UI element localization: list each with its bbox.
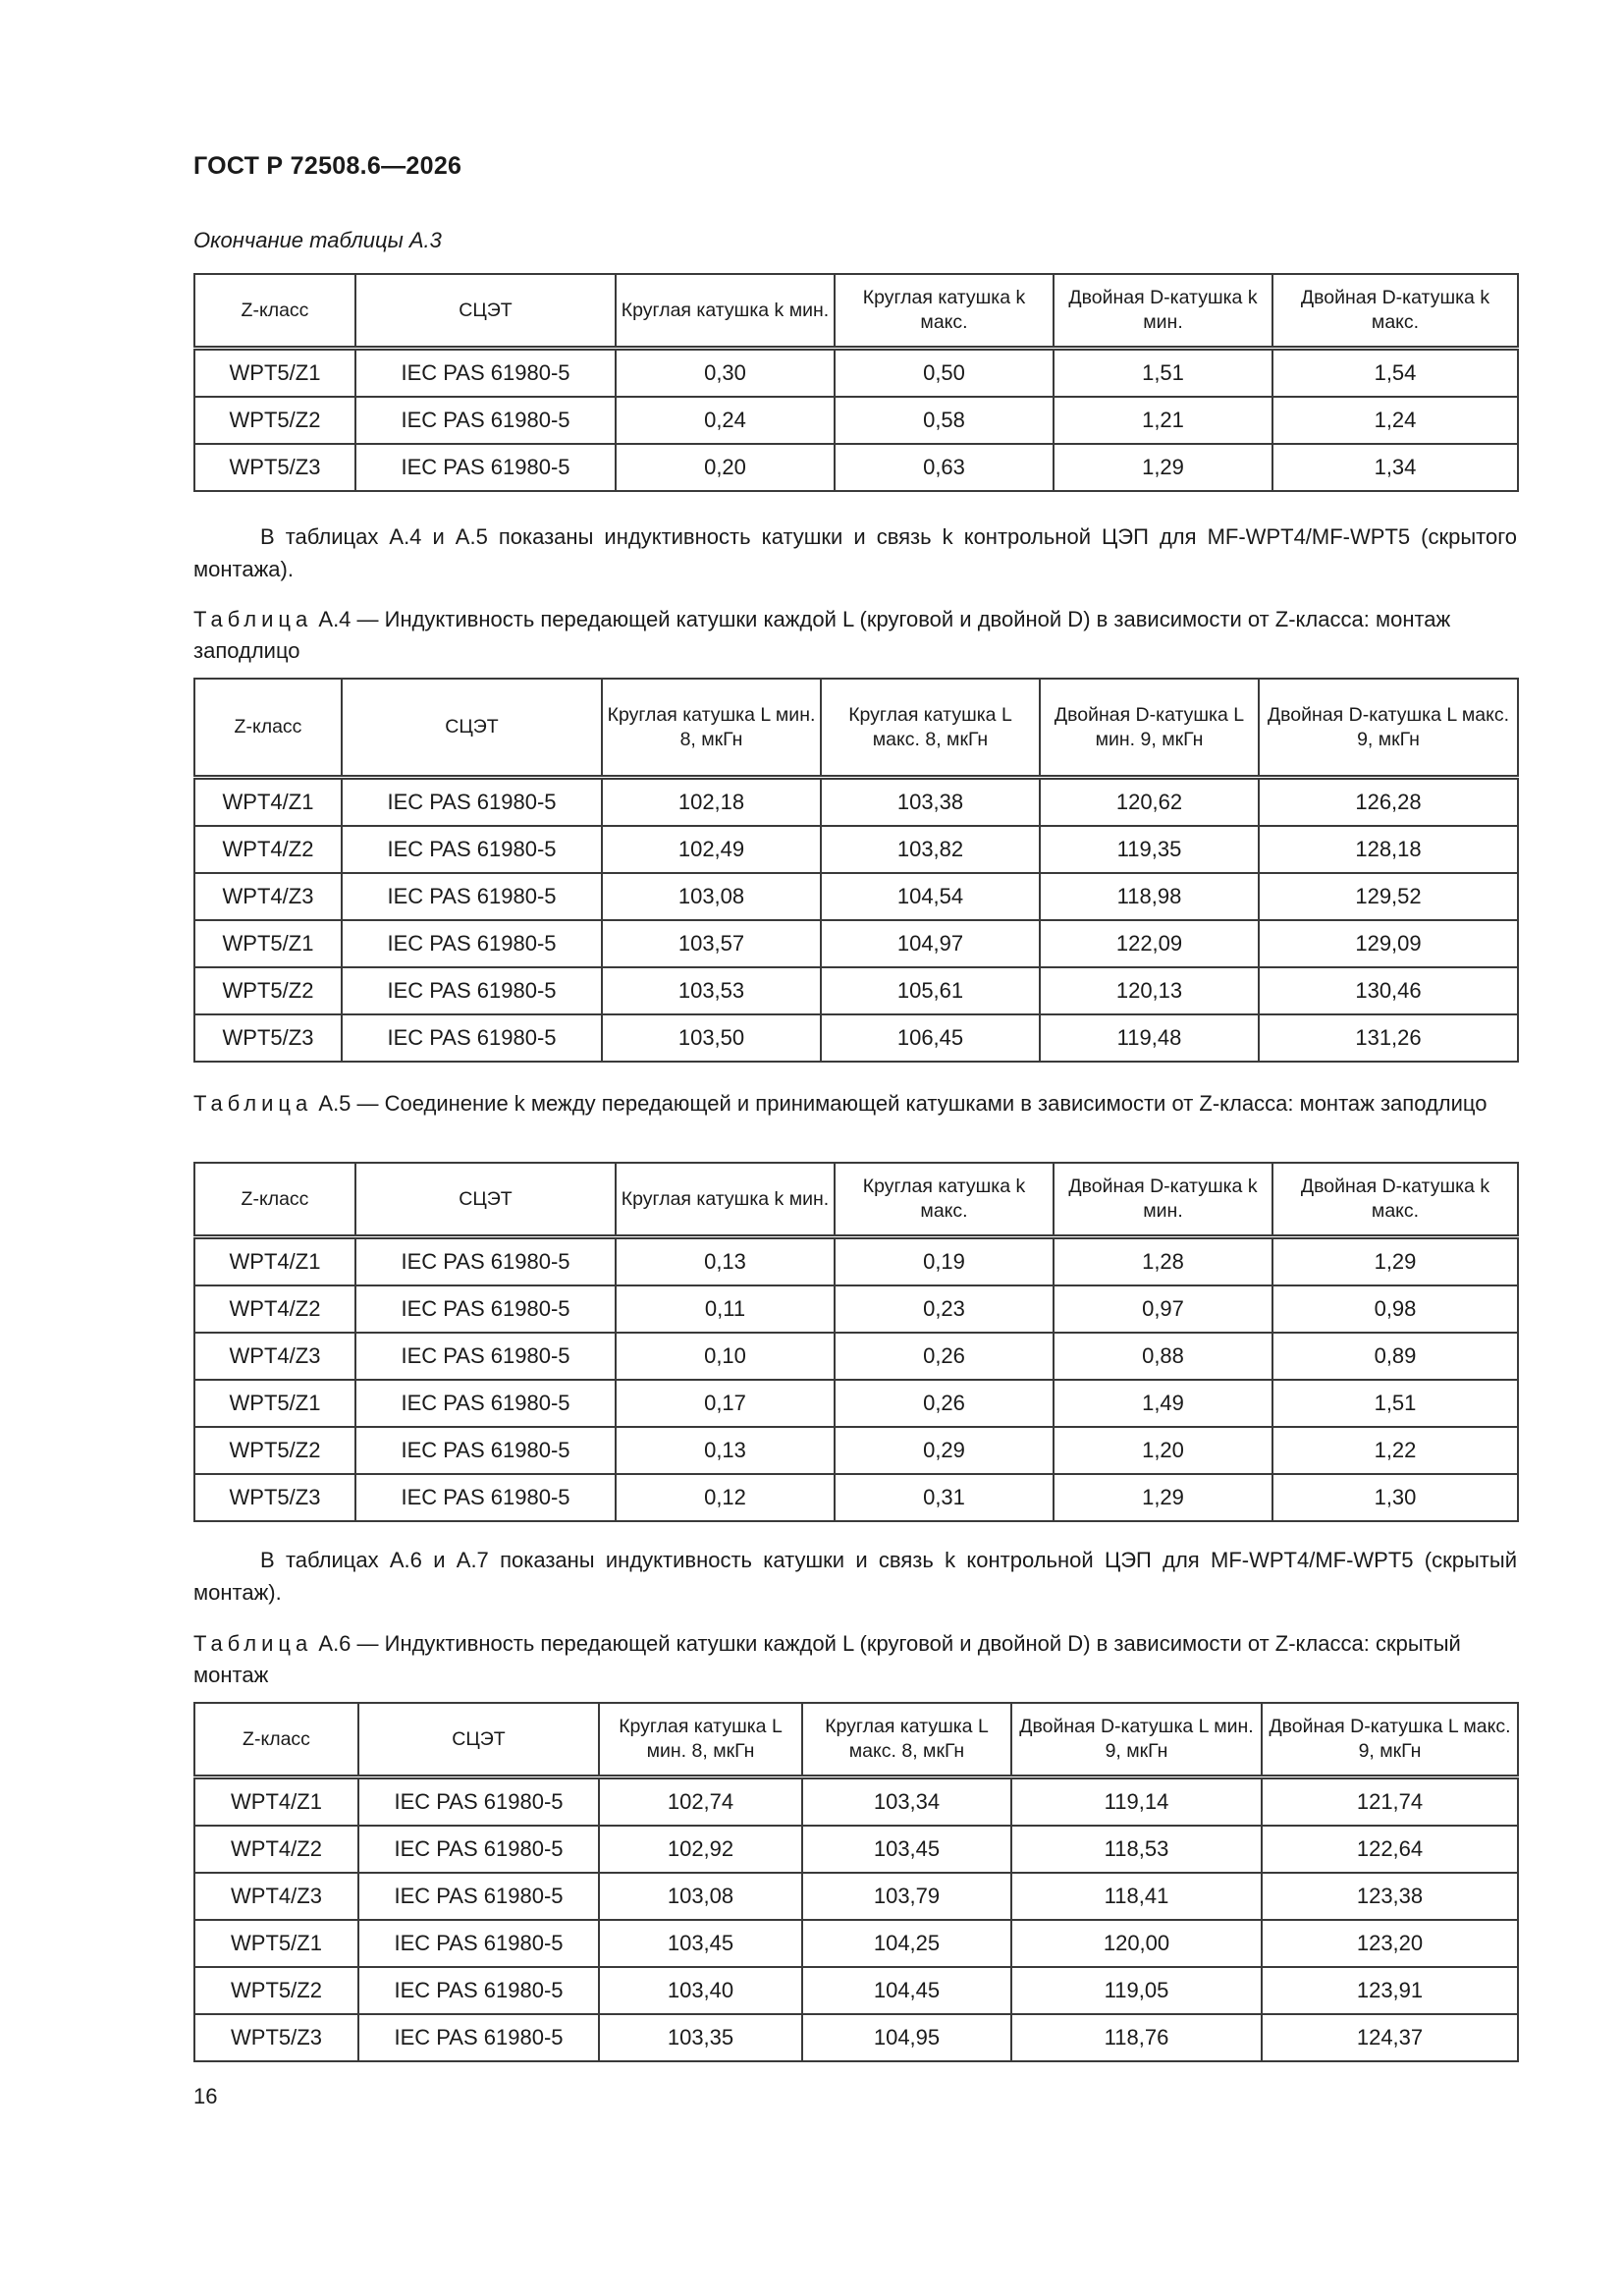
table-cell: WPT5/Z2 (194, 1967, 358, 2014)
table-row (194, 2014, 1518, 2061)
table-row (194, 1380, 1518, 1427)
table-cell: 118,98 (1040, 873, 1259, 920)
table-cell: 0,13 (616, 1237, 835, 1286)
table-cell: WPT4/Z1 (194, 1777, 358, 1827)
table-cell: IEC PAS 61980-5 (358, 1826, 599, 1873)
table-cell: IEC PAS 61980-5 (342, 967, 602, 1014)
table-cell: 121,74 (1262, 1777, 1518, 1827)
table-row (194, 1920, 1518, 1967)
table-header-row (194, 679, 1518, 778)
table-row (194, 778, 1518, 827)
table-cell: 103,38 (821, 778, 1040, 827)
table-cell: 1,30 (1272, 1474, 1518, 1521)
table-a4-caption (193, 604, 1517, 667)
table-cell: IEC PAS 61980-5 (355, 349, 616, 398)
table-cell: WPT5/Z2 (194, 967, 342, 1014)
table-cell: IEC PAS 61980-5 (342, 778, 602, 827)
table-cell: IEC PAS 61980-5 (355, 444, 616, 491)
table-cell: 103,53 (602, 967, 821, 1014)
table-cell: 129,52 (1259, 873, 1518, 920)
table-cell: 102,49 (602, 826, 821, 873)
table-cell: IEC PAS 61980-5 (358, 1920, 599, 1967)
table-cell: WPT4/Z3 (194, 873, 342, 920)
document-header: ГОСТ Р 72508.6—2026 (193, 152, 462, 180)
table-cell: 0,26 (835, 1333, 1054, 1380)
table-cell: 124,37 (1262, 2014, 1518, 2061)
column-header: Двойная D-катушка L макс. 9, мкГн (1259, 679, 1518, 778)
paragraph-a4-a5 (193, 520, 1517, 585)
table-cell: 0,63 (835, 444, 1054, 491)
column-header: Круглая катушка L макс. 8, мкГн (802, 1703, 1011, 1777)
table-row (194, 873, 1518, 920)
table-a4-caption-text: А.4 — Индуктивность передающей катушки каждой L (круговой и двойной D) в зависимости от Z-класса: монтаж заподлицо (193, 607, 1451, 663)
table-cell: 103,45 (599, 1920, 802, 1967)
table-cell: IEC PAS 61980-5 (355, 1474, 616, 1521)
table-header-row (194, 1163, 1518, 1237)
table-cell: IEC PAS 61980-5 (355, 1285, 616, 1333)
table-cell: IEC PAS 61980-5 (355, 397, 616, 444)
table-header-row (194, 1703, 1518, 1777)
table-a5-caption (193, 1088, 1517, 1120)
table-cell: 123,91 (1262, 1967, 1518, 2014)
table-row (194, 826, 1518, 873)
table-cell: 1,20 (1054, 1427, 1272, 1474)
table-cell: 103,40 (599, 1967, 802, 2014)
table-cell: 103,08 (602, 873, 821, 920)
table-cell: 0,24 (616, 397, 835, 444)
table-cell: 105,61 (821, 967, 1040, 1014)
table-cell: 119,14 (1011, 1777, 1262, 1827)
table-cell: WPT4/Z2 (194, 1285, 355, 1333)
column-header: Z-класс (194, 274, 355, 349)
column-header: СЦЭТ (355, 1163, 616, 1237)
table-cell: 103,35 (599, 2014, 802, 2061)
column-header: СЦЭТ (342, 679, 602, 778)
table-cell: IEC PAS 61980-5 (358, 1777, 599, 1827)
table-row (194, 349, 1518, 398)
table-cell: 1,51 (1272, 1380, 1518, 1427)
table-cell: 0,58 (835, 397, 1054, 444)
table-a6-label: Таблица (193, 1631, 313, 1656)
table-cell: 119,48 (1040, 1014, 1259, 1062)
table-row (194, 920, 1518, 967)
table-cell: WPT5/Z3 (194, 444, 355, 491)
column-header: Круглая катушка k макс. (835, 1163, 1054, 1237)
table-cell: WPT5/Z3 (194, 1014, 342, 1062)
column-header: Круглая катушка k макс. (835, 274, 1054, 349)
table-cell: 118,76 (1011, 2014, 1262, 2061)
column-header: Круглая катушка k мин. (616, 274, 835, 349)
table-cell: 1,29 (1054, 444, 1272, 491)
column-header: Двойная D-катушка L макс. 9, мкГн (1262, 1703, 1518, 1777)
table-cell: IEC PAS 61980-5 (355, 1237, 616, 1286)
paragraph-a4-a5-text: В таблицах А.4 и А.5 показаны индуктивность катушки и связь k контрольной ЦЭП для MF-WPT4/MF-WPT5 (скрытого монтажа). (193, 524, 1517, 581)
table-cell: 103,57 (602, 920, 821, 967)
table-cell: IEC PAS 61980-5 (342, 873, 602, 920)
table-cell: 123,20 (1262, 1920, 1518, 1967)
table-cell: 103,45 (802, 1826, 1011, 1873)
table-cell: 104,45 (802, 1967, 1011, 2014)
table-cell: 1,34 (1272, 444, 1518, 491)
table-cell: 0,89 (1272, 1333, 1518, 1380)
table-cell: IEC PAS 61980-5 (358, 1873, 599, 1920)
table-cell: 120,00 (1011, 1920, 1262, 1967)
table-a5-label: Таблица (193, 1091, 313, 1116)
table-cell: 1,51 (1054, 349, 1272, 398)
table-cell: 103,50 (602, 1014, 821, 1062)
table-cell: 106,45 (821, 1014, 1040, 1062)
table-row (194, 1285, 1518, 1333)
table-cell: 102,18 (602, 778, 821, 827)
table-row (194, 1427, 1518, 1474)
table-cell: WPT5/Z3 (194, 1474, 355, 1521)
table-cell: WPT4/Z2 (194, 826, 342, 873)
table-a4 (193, 678, 1519, 1063)
table-cell: IEC PAS 61980-5 (342, 1014, 602, 1062)
table-cell: IEC PAS 61980-5 (355, 1380, 616, 1427)
table-row (194, 1014, 1518, 1062)
table-cell: 118,41 (1011, 1873, 1262, 1920)
table-cell: WPT4/Z1 (194, 778, 342, 827)
table-cell: 103,79 (802, 1873, 1011, 1920)
table-cell: 0,12 (616, 1474, 835, 1521)
paragraph-a6-a7 (193, 1544, 1517, 1609)
table-cell: 120,13 (1040, 967, 1259, 1014)
table-cell: 1,28 (1054, 1237, 1272, 1286)
table-cell: 122,09 (1040, 920, 1259, 967)
table-cell: WPT4/Z3 (194, 1873, 358, 1920)
column-header: Двойная D-катушка k мин. (1054, 274, 1272, 349)
table-cell: WPT4/Z1 (194, 1237, 355, 1286)
page-number: 16 (193, 2084, 218, 2108)
table-cell: 102,92 (599, 1826, 802, 1873)
table-cell: 1,22 (1272, 1427, 1518, 1474)
table-cell: 104,95 (802, 2014, 1011, 2061)
table-cell: 0,31 (835, 1474, 1054, 1521)
table-a6-caption-text: А.6 — Индуктивность передающей катушки каждой L (круговой и двойной D) в зависимости от Z-класса: скрытый монтаж (193, 1631, 1461, 1687)
table-a5 (193, 1162, 1519, 1522)
column-header: СЦЭТ (358, 1703, 599, 1777)
table-cell: WPT5/Z1 (194, 920, 342, 967)
table-cell: 1,54 (1272, 349, 1518, 398)
table-cell: 0,26 (835, 1380, 1054, 1427)
table-cell: 0,11 (616, 1285, 835, 1333)
table-row (194, 1777, 1518, 1827)
table-cell: 129,09 (1259, 920, 1518, 967)
table-cell: 103,08 (599, 1873, 802, 1920)
table-cell: 122,64 (1262, 1826, 1518, 1873)
table-a5-caption-text: А.5 — Соединение k между передающей и принимающей катушками в зависимости от Z-класса: монтаж заподлицо (318, 1091, 1488, 1116)
column-header: Z-класс (194, 679, 342, 778)
paragraph-a6-a7-text: В таблицах А.6 и А.7 показаны индуктивность катушки и связь k контрольной ЦЭП для MF-WPT4/MF-WPT5 (скрытый монтаж). (193, 1548, 1517, 1605)
table-cell: 0,97 (1054, 1285, 1272, 1333)
table-cell: WPT5/Z2 (194, 397, 355, 444)
column-header: Z-класс (194, 1163, 355, 1237)
column-header: Двойная D-катушка L мин. 9, мкГн (1011, 1703, 1262, 1777)
table-cell: WPT5/Z1 (194, 1380, 355, 1427)
table-header-row (194, 274, 1518, 349)
table-cell: 0,23 (835, 1285, 1054, 1333)
table-cell: 0,88 (1054, 1333, 1272, 1380)
table-cell: WPT5/Z1 (194, 1920, 358, 1967)
table-cell: 0,50 (835, 349, 1054, 398)
table-cell: 104,54 (821, 873, 1040, 920)
table-cell: WPT5/Z3 (194, 2014, 358, 2061)
column-header: Круглая катушка L мин. 8, мкГн (602, 679, 821, 778)
table-cell: 119,35 (1040, 826, 1259, 873)
table-cell: 0,17 (616, 1380, 835, 1427)
continuation-caption: Окончание таблицы А.3 (193, 228, 442, 252)
table-cell: IEC PAS 61980-5 (358, 2014, 599, 2061)
table-cell: 0,19 (835, 1237, 1054, 1286)
table-row (194, 397, 1518, 444)
table-cell: 0,30 (616, 349, 835, 398)
table-row (194, 1474, 1518, 1521)
column-header: Двойная D-катушка L мин. 9, мкГн (1040, 679, 1259, 778)
table-cell: 123,38 (1262, 1873, 1518, 1920)
table-cell: 104,25 (802, 1920, 1011, 1967)
column-header: Двойная D-катушка k макс. (1272, 1163, 1518, 1237)
column-header: Круглая катушка L мин. 8, мкГн (599, 1703, 802, 1777)
table-a4-label: Таблица (193, 607, 313, 631)
table-cell: 130,46 (1259, 967, 1518, 1014)
table-cell: 102,74 (599, 1777, 802, 1827)
table-cell: IEC PAS 61980-5 (355, 1333, 616, 1380)
column-header: Z-класс (194, 1703, 358, 1777)
table-a6-caption (193, 1628, 1517, 1691)
table-row (194, 1873, 1518, 1920)
table-row (194, 1967, 1518, 2014)
column-header: Круглая катушка k мин. (616, 1163, 835, 1237)
column-header: Круглая катушка L макс. 8, мкГн (821, 679, 1040, 778)
table-cell: 1,29 (1054, 1474, 1272, 1521)
table-a3 (193, 273, 1519, 492)
table-cell: WPT4/Z3 (194, 1333, 355, 1380)
table-cell: 103,34 (802, 1777, 1011, 1827)
table-cell: WPT5/Z1 (194, 349, 355, 398)
table-cell: 0,13 (616, 1427, 835, 1474)
table-cell: 126,28 (1259, 778, 1518, 827)
table-row (194, 1826, 1518, 1873)
table-row (194, 1333, 1518, 1380)
table-row (194, 1237, 1518, 1286)
table-row (194, 967, 1518, 1014)
table-cell: 0,98 (1272, 1285, 1518, 1333)
table-a6 (193, 1702, 1519, 2062)
table-cell: 120,62 (1040, 778, 1259, 827)
table-cell: 104,97 (821, 920, 1040, 967)
table-cell: 1,49 (1054, 1380, 1272, 1427)
table-cell: 118,53 (1011, 1826, 1262, 1873)
table-cell: 0,29 (835, 1427, 1054, 1474)
table-cell: IEC PAS 61980-5 (342, 920, 602, 967)
column-header: Двойная D-катушка k мин. (1054, 1163, 1272, 1237)
table-cell: WPT5/Z2 (194, 1427, 355, 1474)
table-cell: 1,29 (1272, 1237, 1518, 1286)
table-cell: IEC PAS 61980-5 (358, 1967, 599, 2014)
column-header: СЦЭТ (355, 274, 616, 349)
table-cell: 1,21 (1054, 397, 1272, 444)
table-cell: 128,18 (1259, 826, 1518, 873)
table-cell: 131,26 (1259, 1014, 1518, 1062)
table-cell: 0,20 (616, 444, 835, 491)
column-header: Двойная D-катушка k макс. (1272, 274, 1518, 349)
table-row (194, 444, 1518, 491)
table-cell: 119,05 (1011, 1967, 1262, 2014)
table-cell: WPT4/Z2 (194, 1826, 358, 1873)
table-cell: 0,10 (616, 1333, 835, 1380)
table-cell: IEC PAS 61980-5 (355, 1427, 616, 1474)
table-cell: 1,24 (1272, 397, 1518, 444)
table-cell: IEC PAS 61980-5 (342, 826, 602, 873)
table-cell: 103,82 (821, 826, 1040, 873)
